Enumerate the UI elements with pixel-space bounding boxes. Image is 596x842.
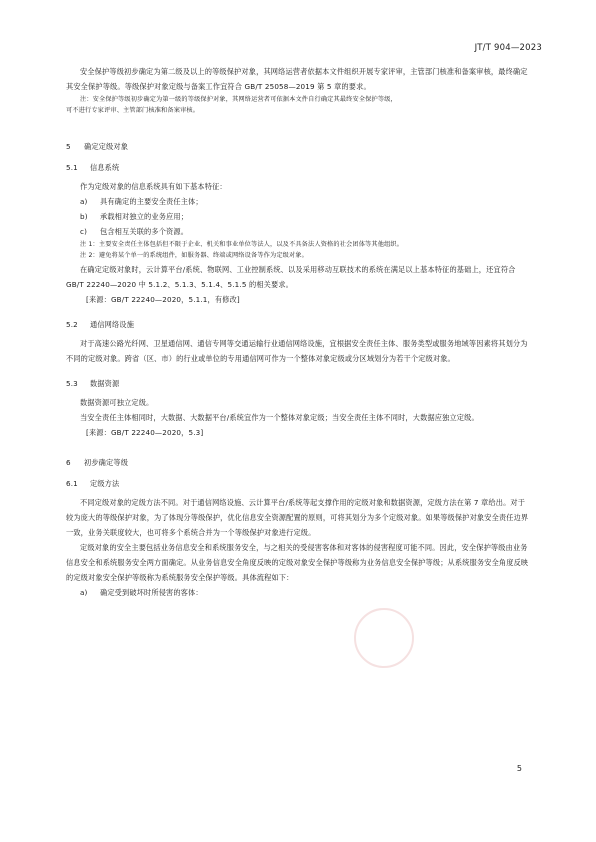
document-code: JT/T 904—2023	[474, 43, 542, 53]
list-marker: c)	[80, 227, 88, 237]
paragraph: 在确定定级对象时，云计算平台/系统、物联网、工业控制系统、以及采用移动互联技术的系统在满足以上基本特征的基础上，还宜符合 GB/T 22240—2020 中 5.1.2、5.1.3、5.1.4、5.1.5 的相关要求。	[66, 264, 516, 289]
list-item	[66, 194, 532, 209]
section-number: 6	[66, 457, 71, 467]
section-5-1-heading	[66, 160, 532, 175]
section-number: 5.3	[66, 379, 78, 389]
section-title: 数据资源	[90, 379, 120, 389]
page-number: 5	[516, 764, 522, 773]
list-item	[66, 209, 532, 224]
section-title: 定级方法	[90, 478, 120, 488]
note-line-2: 可不进行专家评审、主管部门核准和备案审核。	[66, 107, 200, 115]
section-6-heading	[66, 455, 532, 470]
section-5-3-heading	[66, 376, 532, 391]
list-text: 包含相互关联的多个资源。	[100, 227, 189, 237]
section-number: 5.1	[66, 162, 78, 172]
source-citation: [来源：GB/T 22240—2020，5.1.1，有修改]	[86, 294, 240, 304]
section-title: 通信网络设施	[90, 319, 135, 329]
paragraph: 数据资源可独立定级。	[80, 398, 154, 408]
list-text: 确定受到破坏时所侵害的客体：	[100, 588, 203, 598]
section-5-heading	[66, 139, 532, 154]
section-number: 5	[66, 141, 71, 151]
note-line-1: 注：安全保护等级初步确定为第一级的等级保护对象，其网络运营者可依据本文件自行确定其最终安全保护等级，	[80, 96, 397, 104]
paragraph: 不同定级对象的定级方法不同。对于通信网络设施、云计算平台/系统等起支撑作用的定级对象和数据资源，定级方法在第 7 章给出。对于较为庞大的等级保护对象，为了体现分等级保护，优化信息安全资源配置的原则，可将其划分为多个定级对象。如果等级保护对象安全责任边界一致，业务关联度较大，也可将多个系统合并为一个等级保护对象进行定级。	[66, 497, 529, 537]
section-title: 信息系统	[90, 162, 120, 172]
section-5-2-heading	[66, 317, 532, 332]
section-title: 确定定级对象	[84, 141, 129, 151]
paragraph: 对于高速公路光纤网、卫星通信网、通信专网等交通运输行业通信网络设施，宜根据安全责任主体、服务类型或服务地域等因素将其划分为不同的定级对象。跨省（区、市）的行业或单位的专用通信网可作为一个整体对象定级或分区域划分为若干个定级对象。	[66, 338, 528, 364]
list-marker: b)	[80, 211, 88, 221]
paragraph: 作为定级对象的信息系统具有如下基本特征：	[80, 181, 227, 191]
section-6-1-heading	[66, 476, 532, 491]
list-marker: a)	[80, 196, 88, 206]
list-text: 承载相对独立的业务应用；	[100, 211, 189, 221]
source-citation: [来源：GB/T 22240—2020，5.3]	[86, 428, 204, 438]
section-title: 初步确定等级	[84, 457, 129, 467]
section-number: 6.1	[66, 478, 78, 488]
note-2: 注 2：避免将某个单一的系统组件，如服务器、终端或网络设备等作为定级对象。	[80, 252, 309, 260]
paragraph: 定级对象的安全主要包括业务信息安全和系统服务安全，与之相关的受侵害客体和对客体的侵害程度可能不同。因此，安全保护等级由业务信息安全和系统服务安全两方面确定。从业务信息安全角度反映的定级对象安全保护等级称为业务信息安全保护等级；从系统服务安全角度反映的定级对象安全保护等级称为系统服务安全保护等级。具体流程如下：	[66, 542, 529, 583]
watermark-seal	[354, 608, 414, 668]
list-marker: a)	[80, 588, 88, 598]
page-body	[66, 64, 532, 600]
list-item	[66, 224, 532, 239]
list-item	[66, 585, 532, 600]
list-text: 具有确定的主要安全责任主体；	[100, 196, 203, 206]
intro-paragraph: 安全保护等级初步确定为第二级及以上的等级保护对象，其网络运营者依据本文件组织开展专家评审，主管部门核准和备案审核，最终确定其安全保护等级。等级保护对象定级与备案工作宜符合 GB/T 25058—2019 第 5 章的要求。	[66, 67, 528, 92]
section-number: 5.2	[66, 319, 78, 329]
note-1: 注 1：主要安全责任主体包括但不限于企业、机关和事业单位等法人，以及不具备法人资格的社会团体等其他组织。	[80, 241, 404, 249]
paragraph: 当安全责任主体相同时，大数据、大数据平台/系统宜作为一个整体对象定级；当安全责任主体不同时，大数据应独立定级。	[80, 413, 479, 423]
